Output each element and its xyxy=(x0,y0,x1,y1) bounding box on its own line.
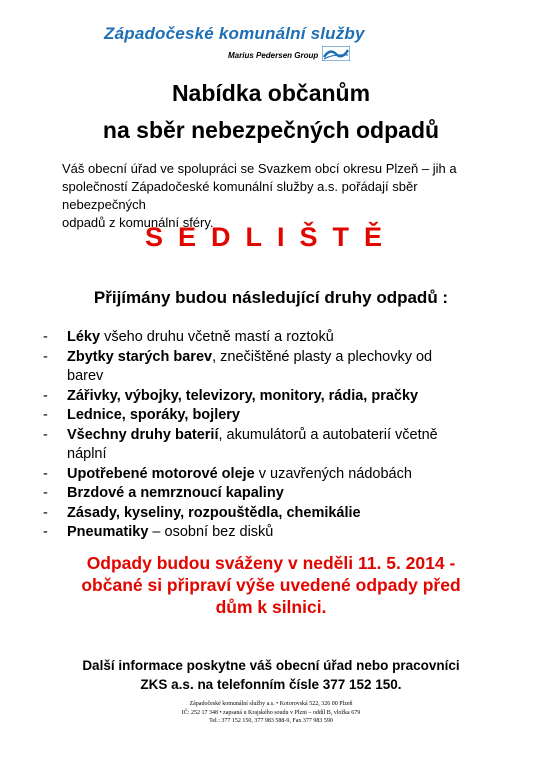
notice-line: dům k silnici. xyxy=(215,597,327,617)
mp-logo-icon xyxy=(322,46,350,61)
list-dash: - xyxy=(43,348,48,365)
list-dash: - xyxy=(43,329,48,345)
item-rest: všeho druhu včetně mastí a roztoků xyxy=(100,329,334,345)
item-bold: Zásady, kyseliny, rozpouštědla, chemikálie xyxy=(67,504,361,521)
item-bold: Pneumatiky xyxy=(67,524,149,540)
place-name: SEDLIŠTĚ xyxy=(144,222,398,252)
item-rest: náplní xyxy=(67,446,107,462)
intro-line: Váš obecní úřad ve spolupráci se Svazkem obcí okresu Plzeň – jih a xyxy=(62,161,457,176)
item-bold: Brzdové a nemrznoucí kapaliny xyxy=(67,485,284,501)
list-dash: - xyxy=(43,485,48,501)
list-item xyxy=(43,367,513,387)
footer-line: Tel.: 377 152 150, 377 983 588-9, Fax 377 983 590 xyxy=(209,718,333,724)
list-item xyxy=(43,445,513,465)
contact-info xyxy=(0,656,542,694)
footer-line: IČ: 252 17 348 • zapsaná u Krajského soudu v Plzni – oddíl B, vložka 679 xyxy=(181,709,361,716)
list-dash: - xyxy=(43,524,48,540)
list-dash: - xyxy=(43,504,48,521)
item-rest: v uzavřených nádobách xyxy=(254,465,412,482)
notice-line: Odpady budou sváženy v neděli 11. 5. 2014 - xyxy=(86,553,456,573)
item-bold: Léky xyxy=(67,329,101,345)
item-rest: , znečištěné plasty a plechovky od xyxy=(212,348,433,365)
item-rest: , akumulátorů a autobaterií včetně xyxy=(218,426,438,443)
list-heading: Přijímány budou následující druhy odpadů : xyxy=(93,288,449,307)
notice-line: občané si připraví výše uvedené odpady před xyxy=(81,575,461,595)
list-item xyxy=(43,406,513,426)
item-rest: barev xyxy=(67,368,104,384)
intro-line: společností Západočeské komunální služby a.s. pořádají sběr nebezpečných xyxy=(62,179,418,212)
item-bold: Všechny druhy baterií xyxy=(67,426,219,443)
list-item xyxy=(43,504,513,524)
group-name: Marius Pedersen Group xyxy=(228,51,319,60)
item-bold: Upotřebené motorové oleje xyxy=(67,465,255,482)
company-name: Západočeské komunální služby xyxy=(104,24,365,43)
footer-line: Západočeské komunální služby a.s. • Kotorovská 522, 326 00 Plzeň xyxy=(189,701,353,707)
item-bold: Zářivky, výbojky, televizory, monitory, rádia, pračky xyxy=(67,387,419,404)
list-item xyxy=(43,465,513,485)
waste-list xyxy=(43,328,513,543)
list-item xyxy=(43,523,513,543)
list-item xyxy=(43,348,513,368)
info-line: ZKS a.s. na telefonním čísle 377 152 150. xyxy=(140,677,402,692)
info-line: Další informace poskytne váš obecní úřad nebo pracovníci xyxy=(82,658,460,673)
list-item xyxy=(43,426,513,446)
list-dash: - xyxy=(43,426,48,443)
item-bold: Zbytky starých barev xyxy=(67,348,213,365)
page-title-line2: na sběr nebezpečných odpadů xyxy=(102,117,440,143)
list-dash: - xyxy=(43,387,48,404)
list-item xyxy=(43,328,513,348)
list-item xyxy=(43,484,513,504)
collection-notice xyxy=(0,552,542,618)
intro-line: odpadů z komunální sféry. xyxy=(62,215,214,230)
list-item xyxy=(43,387,513,407)
page-title-line1: Nabídka občanům xyxy=(171,80,371,106)
company-footer xyxy=(0,700,542,726)
list-dash: - xyxy=(43,465,48,482)
item-bold: Lednice, sporáky, bojlery xyxy=(67,407,240,423)
list-dash: - xyxy=(43,407,48,423)
item-rest: – osobní bez disků xyxy=(148,524,274,540)
